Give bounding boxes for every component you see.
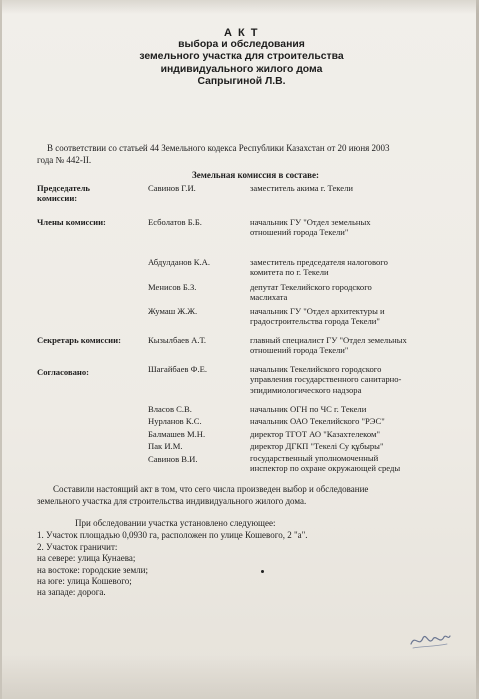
member-name: Менисов Б.З.: [148, 282, 197, 292]
position-line: заместитель председателя налогового: [250, 257, 388, 267]
position-line: директор ТГОТ АО "Казахтелеком": [250, 429, 380, 439]
member-position: [250, 282, 450, 303]
agreed-position: [250, 416, 450, 426]
secretary-position: [250, 335, 450, 356]
position-line: маслихата: [250, 292, 288, 303]
position-line: депутат Текелийского городского: [250, 282, 372, 292]
position-line: начальник ОАО Текелийского "РЭС": [250, 416, 385, 426]
agreed-position: [250, 404, 450, 414]
member-name: Абдулданов К.А.: [148, 257, 211, 267]
chair-role: [37, 183, 147, 204]
member-position: [250, 217, 450, 238]
scan-shadow-top: [2, 0, 479, 14]
title-line-4: индивидуального жилого дома: [160, 63, 323, 75]
title-line-5: Сапрыгиной Л.В.: [197, 75, 286, 87]
agreed-name: Пак И.М.: [148, 441, 183, 451]
position-line: начальник ОГН по ЧС г. Текели: [250, 404, 367, 414]
intro-line-1: В соответствии со статьей 44 Земельного кодекса Республики Казахстан от 20 июня 2003: [47, 143, 390, 153]
position-line: начальник Текелийского городского: [250, 364, 382, 374]
scan-shadow-bottom: [2, 655, 479, 699]
member-name: Есболатов Б.Б.: [148, 217, 202, 227]
agreed-position: [250, 364, 450, 395]
position-line: государственный уполномоченный: [250, 453, 379, 463]
position-line: главный специалист ГУ "Отдел земельных: [250, 335, 407, 345]
position-line: комитета по г. Текели: [250, 267, 329, 278]
survey-line: на западе: дорога.: [37, 587, 106, 598]
member-position: [250, 257, 450, 278]
member-name: Жумаш Ж.Ж.: [148, 306, 198, 316]
secretary-role: Секретарь комиссии:: [37, 335, 121, 345]
agreed-role: Согласовано:: [37, 367, 90, 377]
agreed-position: [250, 453, 450, 474]
position-line: инспектор по охране окружающей среды: [250, 463, 401, 474]
closing-line-2: земельного участка для строительства индивидуального жилого дома.: [37, 496, 307, 506]
position-line: градостроительства города Текели": [250, 316, 380, 327]
members-role: Члены комиссии:: [37, 217, 106, 227]
position-line: управления государственного санитарно-: [250, 374, 402, 385]
survey-section: [37, 518, 437, 599]
commission-heading: Земельная комиссия в составе:: [192, 170, 319, 180]
chair-position: [250, 183, 450, 193]
agreed-position: [250, 429, 450, 439]
position-line: эпидимиологического надзора: [250, 384, 362, 395]
position-line: отношений города Текели": [250, 227, 349, 238]
agreed-name: Нурланов К.С.: [148, 416, 202, 426]
closing-line-1: Составили настоящий акт в том, что сего числа произведен выбор и обследование: [53, 484, 369, 494]
title-line-3: земельного участка для строительства: [139, 51, 344, 63]
member-position: [250, 306, 450, 327]
ink-dot: [261, 570, 264, 573]
survey-line: на севере: улица Кунаева;: [37, 553, 136, 564]
position-line: отношений города Текели": [250, 345, 349, 356]
agreed-position: [250, 441, 450, 451]
closing-paragraph: [37, 483, 447, 507]
handwritten-mark-icon: [407, 624, 452, 654]
survey-line: 1. Участок площадью 0,0930 га, расположен по улице Кошевого, 2 "а".: [37, 530, 308, 541]
position-line: начальник ГУ "Отдел архитектуры и: [250, 306, 385, 316]
agreed-name: Шагайбаев Ф.Е.: [148, 364, 207, 374]
chair-name: Савинов Г.И.: [148, 183, 196, 193]
survey-line: на востоке: городские земли;: [37, 564, 148, 575]
agreed-name: Балмашев М.Н.: [148, 429, 206, 439]
agreed-name: Власов С.В.: [148, 404, 192, 414]
survey-line: 2. Участок граничит:: [37, 541, 118, 552]
title-line-1: А К Т: [224, 27, 259, 39]
agreed-name: Савинов В.И.: [148, 454, 198, 464]
intro-line-2: года № 442-II.: [37, 155, 92, 165]
secretary-name: Кызылбаев А.Т.: [148, 335, 207, 345]
position-line: начальник ГУ "Отдел земельных: [250, 217, 371, 227]
position-line: заместитель акима г. Текели: [250, 183, 353, 193]
chair-role-line: Председатель: [37, 183, 90, 193]
intro-paragraph: [37, 142, 437, 166]
survey-line: на юге: улица Кошевого;: [37, 576, 132, 587]
chair-role-line: комиссии:: [37, 193, 78, 204]
document-title: [2, 27, 479, 88]
title-line-2: выбора и обследования: [178, 39, 305, 51]
survey-heading: При обследовании участка установлено следующее:: [75, 518, 276, 528]
position-line: директор ДГКП "Текелі Су құбыры": [250, 441, 384, 451]
